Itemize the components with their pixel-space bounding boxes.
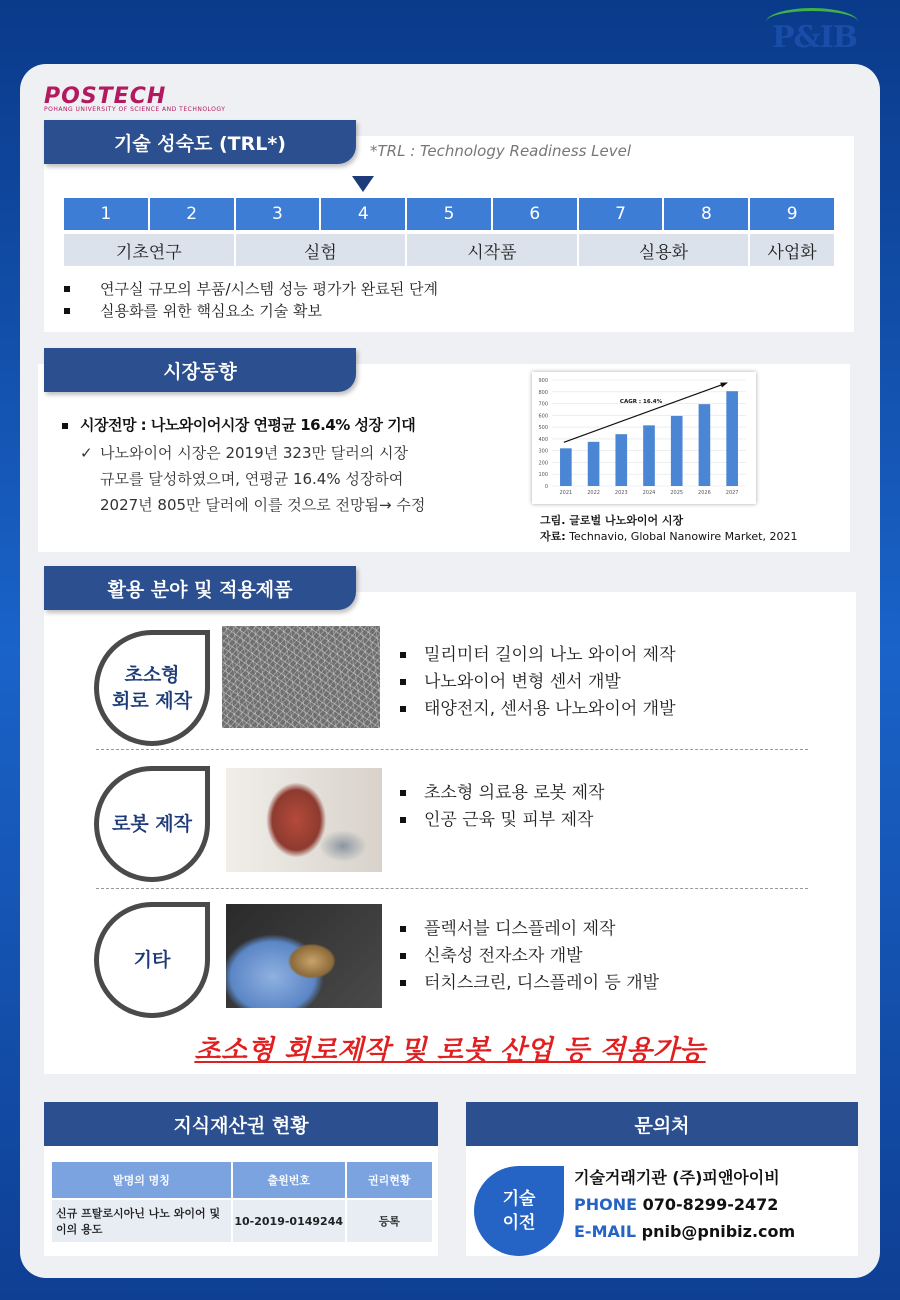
chart-y-tick: 800 (538, 389, 548, 396)
chart-y-tick: 200 (538, 460, 548, 467)
chart-x-tick: 2024 (642, 490, 656, 496)
trl-level-cell: 8 (664, 198, 748, 230)
trl-level-cell: 3 (236, 198, 320, 230)
chart-bar (615, 434, 627, 486)
applications-slogan: 초소형 회로제작 및 로봇 산업 등 적용가능 (194, 1035, 706, 1066)
trl-phase-cell: 시작품 (407, 234, 577, 266)
chart-y-tick: 900 (538, 378, 548, 384)
trl-level-cell: 9 (750, 198, 834, 230)
chart-y-tick: 0 (544, 484, 548, 490)
chart-bar (643, 425, 655, 486)
trl-level-row (64, 198, 834, 230)
ip-table (50, 1160, 434, 1244)
trl-section-title: 기술 성숙도 (TRL*) (44, 120, 356, 164)
app-bullets-etc: 플렉서블 디스플레이 제작 신축성 전자소자 개발 터치스크린, 디스플레이 등 개발 (398, 916, 659, 997)
trl-level-cell: 7 (579, 198, 663, 230)
market-headline: 시장전망 : 나노와이어시장 연평균 16.4% 성장 기대 (62, 414, 415, 435)
ip-col-name: 발명의 명칭 (52, 1162, 231, 1198)
postech-logo: POSTECH POHANG UNIVERSITY OF SCIENCE AND TECHNOLOGY (44, 84, 226, 113)
chart-y-tick: 400 (538, 436, 548, 443)
ip-application-number: 10-2019-0149244 (233, 1200, 345, 1242)
table-row (52, 1200, 432, 1242)
chart-y-tick: 500 (538, 425, 548, 432)
chart-bar (588, 442, 600, 486)
contact-info (574, 1164, 795, 1245)
contact-email[interactable]: E-MAIL pnib@pnibiz.com (574, 1222, 796, 1241)
ip-section-title: 지식재산권 현황 (44, 1102, 438, 1146)
chart-x-tick: 2021 (559, 490, 573, 496)
chart-x-tick: 2022 (587, 490, 600, 496)
chart-y-tick: 100 (538, 472, 548, 479)
chart-y-tick: 600 (538, 413, 548, 420)
chart-bar (699, 404, 711, 486)
app-bullets-micro-circuit: 밀리미터 길이의 나노 와이어 제작 나노와이어 변형 센서 개발 태양전지, 센서용 나노와이어 개발 (398, 642, 676, 723)
ip-col-status: 권리현황 (347, 1162, 433, 1198)
ip-table-header-row (52, 1162, 432, 1198)
contact-section-title: 문의처 (466, 1102, 858, 1146)
trl-level-cell: 5 (407, 198, 491, 230)
trl-phase-cell: 실용화 (579, 234, 749, 266)
check-icon: ✓ (80, 444, 93, 462)
trl-phase-cell: 실험 (236, 234, 406, 266)
trl-bullets (62, 278, 438, 322)
divider (96, 888, 808, 889)
nanowire-sem-image (222, 626, 380, 728)
robot-hand-image (226, 768, 382, 872)
chart-bar (726, 391, 738, 486)
app-label-micro-circuit: 초소형 회로 제작 (94, 630, 210, 746)
contact-org: 기술거래기관 (주)피앤아이비 (574, 1168, 780, 1187)
chart-arrowhead-icon (720, 383, 728, 388)
market-section-title: 시장동향 (44, 348, 356, 392)
pnib-logo: P&IB (758, 6, 878, 60)
chart-source: 자료: Technavio, Global Nanowire Market, 2021 (540, 530, 798, 543)
trl-footnote: *TRL : Technology Readiness Level (370, 142, 632, 160)
ip-col-number: 출원번호 (233, 1162, 345, 1198)
chart-x-tick: 2023 (614, 490, 628, 496)
chart-bar (671, 416, 683, 486)
trl-bullet: 연구실 규모의 부품/시스템 성능 평가가 완료된 단계 (62, 278, 438, 300)
ip-invention-name: 신규 프탈로시아닌 나노 와이어 및 이의 용도 (52, 1200, 231, 1242)
chart-annotation: CAGR : 16.4% (619, 398, 663, 405)
trl-phase-row (64, 234, 834, 266)
app-bullets-robot: 초소형 의료용 로봇 제작 인공 근육 및 피부 제작 (398, 780, 604, 834)
tech-transfer-badge: 기술 이전 (474, 1166, 564, 1256)
trl-current-marker-icon (352, 176, 374, 192)
trl-level-cell: 6 (493, 198, 577, 230)
chart-bar (560, 448, 572, 486)
ip-status: 등록 (347, 1200, 433, 1242)
chart-x-tick: 2025 (670, 490, 684, 496)
divider (96, 749, 808, 750)
trl-level-cell: 1 (64, 198, 148, 230)
trl-bullet: 실용화를 위한 핵심요소 기술 확보 (62, 300, 438, 322)
chart-svg (532, 372, 756, 504)
chart-caption: 그림. 글로벌 나노와이어 시장 (540, 514, 684, 527)
flexible-display-image (226, 904, 382, 1008)
trl-phase-cell: 기초연구 (64, 234, 234, 266)
contact-phone: PHONE 070-8299-2472 (574, 1195, 779, 1214)
applications-section-title: 활용 분야 및 적용제품 (44, 566, 356, 610)
chart-x-tick: 2027 (725, 490, 739, 496)
trl-level-cell: 2 (150, 198, 234, 230)
chart-y-tick: 700 (538, 401, 548, 408)
app-label-robot: 로봇 제작 (94, 766, 210, 882)
nanowire-market-chart (532, 372, 756, 504)
market-description: ✓ 나노와이어 시장은 2019년 323만 달러의 시장 규모를 달성하였으며, 연평균 16.4% 성장하여 2027년 805만 달러에 이를 것으로 전망됨→ 수정 (80, 440, 498, 518)
chart-x-tick: 2026 (698, 490, 711, 496)
app-label-etc: 기타 (94, 902, 210, 1018)
chart-y-tick: 300 (538, 448, 548, 455)
trl-level-cell: 4 (321, 198, 405, 230)
trl-phase-cell: 사업화 (750, 234, 834, 266)
